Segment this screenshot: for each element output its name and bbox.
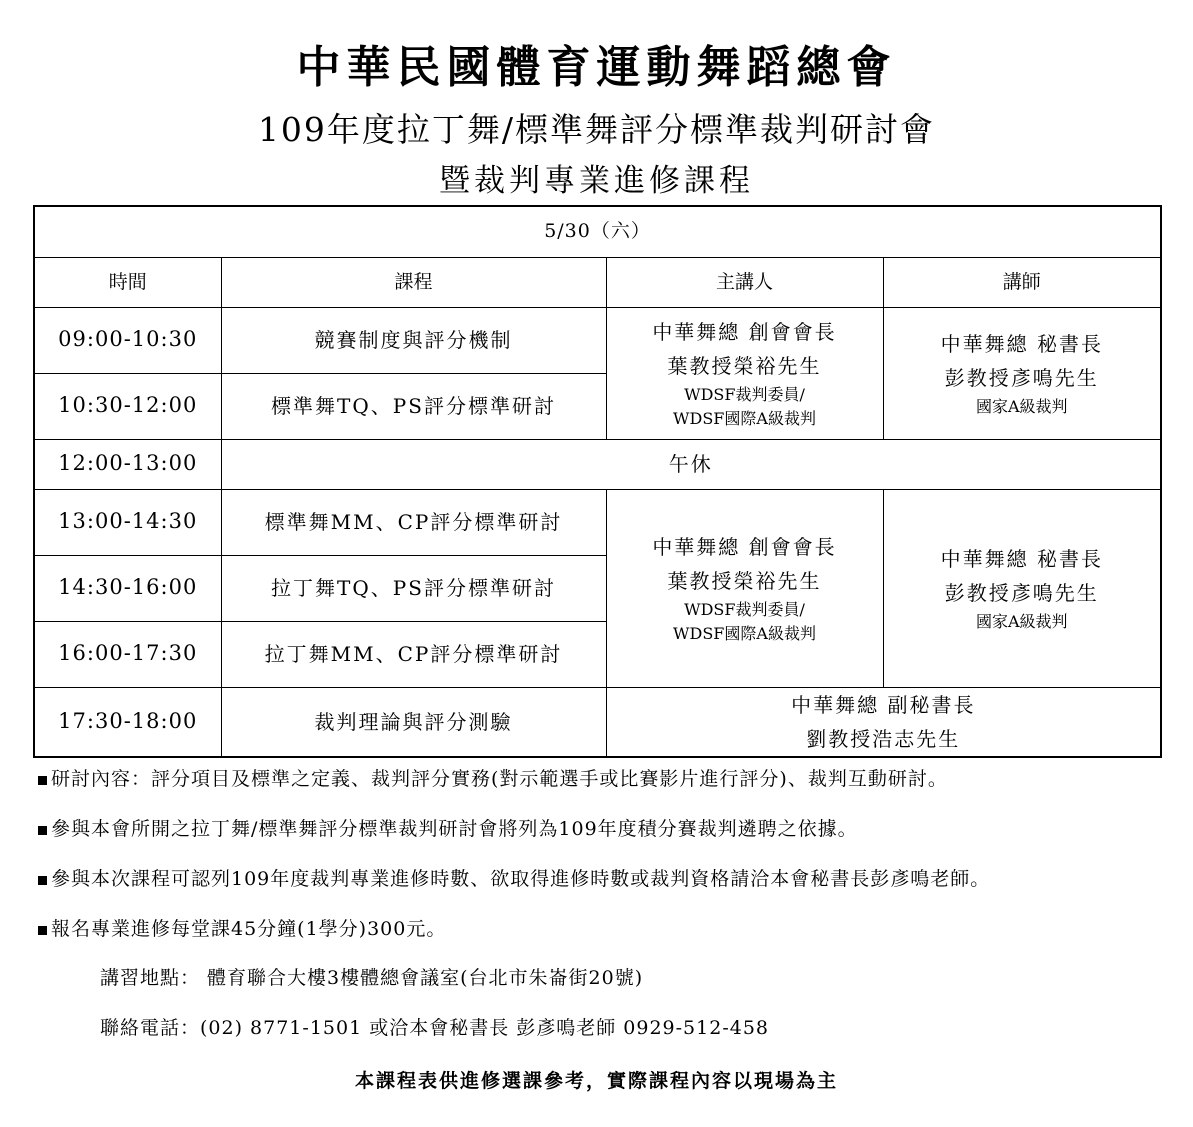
- row-time: 09:00-10:30: [34, 307, 221, 373]
- lunch-break: 午休: [221, 439, 1161, 489]
- contact-info: 聯絡電話：(02) 8771-1501 或洽本會秘書長 彭彥鳴老師 0929-512-458: [100, 1017, 770, 1039]
- speaker-rank: WDSF國際A級裁判: [673, 409, 816, 428]
- lecturer-name: 彭教授彥鳴先生: [944, 366, 1099, 390]
- note-item: [38, 864, 1188, 914]
- speaker-title: 中華舞總 創會會長: [652, 320, 837, 344]
- note-item: [38, 914, 1188, 964]
- lecturer-title: 中華舞總 秘書長: [940, 547, 1103, 571]
- bullet-square-icon: [38, 776, 47, 785]
- lecturer-title: 中華舞總 秘書長: [940, 332, 1103, 356]
- speaker-role: WDSF裁判委員/: [684, 600, 805, 619]
- note-text: 參與本會所開之拉丁舞/標準舞評分標準裁判研討會將列為109年度積分賽裁判遴聘之依據。: [51, 818, 858, 840]
- column-header-lecturer: 講師: [883, 257, 1161, 307]
- event-title: 109年度拉丁舞/標準舞評分標準裁判研討會: [257, 110, 936, 149]
- row-course: 競賽制度與評分機制: [221, 307, 606, 373]
- final-speaker-cell: [606, 687, 1161, 757]
- note-text: 報名專業進修每堂課45分鐘(1學分)300元。: [51, 918, 447, 940]
- footer-note: 本課程表供進修選課參考，實際課程內容以現場為主: [354, 1070, 838, 1092]
- lecturer-cell-pm: [883, 489, 1161, 687]
- table-row: [34, 307, 1161, 373]
- row-time: 12:00-13:00: [34, 439, 221, 489]
- row-course: 拉丁舞TQ、PS評分標準研討: [221, 555, 606, 621]
- note-text: 參與本次課程可認列109年度裁判專業進修時數、欲取得進修時數或裁判資格請洽本會秘書長彭彥鳴老師。: [51, 868, 991, 890]
- speaker-cell-am: [606, 307, 883, 439]
- table-row: [34, 489, 1161, 555]
- note-item: [38, 814, 1188, 864]
- column-header-speaker: 主講人: [606, 257, 883, 307]
- column-header-time: 時間: [34, 257, 221, 307]
- column-header-course: 課程: [221, 257, 606, 307]
- row-course: 標準舞MM、CP評分標準研討: [221, 489, 606, 555]
- row-time: 10:30-12:00: [34, 373, 221, 439]
- final-speaker-name: 劉教授浩志先生: [806, 726, 961, 751]
- speaker-title: 中華舞總 創會會長: [652, 535, 837, 559]
- location-info: 講習地點： 體育聯合大樓3樓體總會議室(台北市朱崙街20號): [100, 967, 644, 989]
- lecturer-name: 彭教授彥鳴先生: [944, 581, 1099, 605]
- org-title: 中華民國體育運動舞蹈總會: [296, 42, 897, 93]
- note-item: [38, 764, 1188, 814]
- lecturer-rank: 國家A級裁判: [975, 397, 1068, 416]
- speaker-name: 葉教授榮裕先生: [667, 569, 822, 593]
- bullet-square-icon: [38, 876, 47, 885]
- header-row: [34, 257, 1161, 307]
- schedule-table: [33, 205, 1162, 758]
- event-subtitle: 暨裁判專業進修課程: [439, 163, 754, 199]
- speaker-name: 葉教授榮裕先生: [667, 354, 822, 378]
- lecturer-cell-am: [883, 307, 1161, 439]
- row-time: 14:30-16:00: [34, 555, 221, 621]
- row-time: 17:30-18:00: [34, 687, 221, 757]
- schedule-date: 5/30（六）: [34, 206, 1161, 257]
- row-course: 標準舞TQ、PS評分標準研討: [221, 373, 606, 439]
- bullet-square-icon: [38, 926, 47, 935]
- speaker-rank: WDSF國際A級裁判: [673, 624, 816, 643]
- notes-list: [38, 764, 1188, 964]
- table-row: [34, 439, 1161, 489]
- row-course: 拉丁舞MM、CP評分標準研討: [221, 621, 606, 687]
- row-time: 13:00-14:30: [34, 489, 221, 555]
- speaker-cell-pm: [606, 489, 883, 687]
- row-course: 裁判理論與評分測驗: [221, 687, 606, 757]
- final-speaker-title: 中華舞總 副秘書長: [791, 692, 976, 717]
- note-text: 研討內容：評分項目及標準之定義、裁判評分實務(對示範選手或比賽影片進行評分)、裁判互動研討。: [51, 768, 948, 790]
- bullet-square-icon: [38, 826, 47, 835]
- speaker-role: WDSF裁判委員/: [684, 385, 805, 404]
- table-row: [34, 687, 1161, 757]
- row-time: 16:00-17:30: [34, 621, 221, 687]
- lecturer-rank: 國家A級裁判: [975, 612, 1068, 631]
